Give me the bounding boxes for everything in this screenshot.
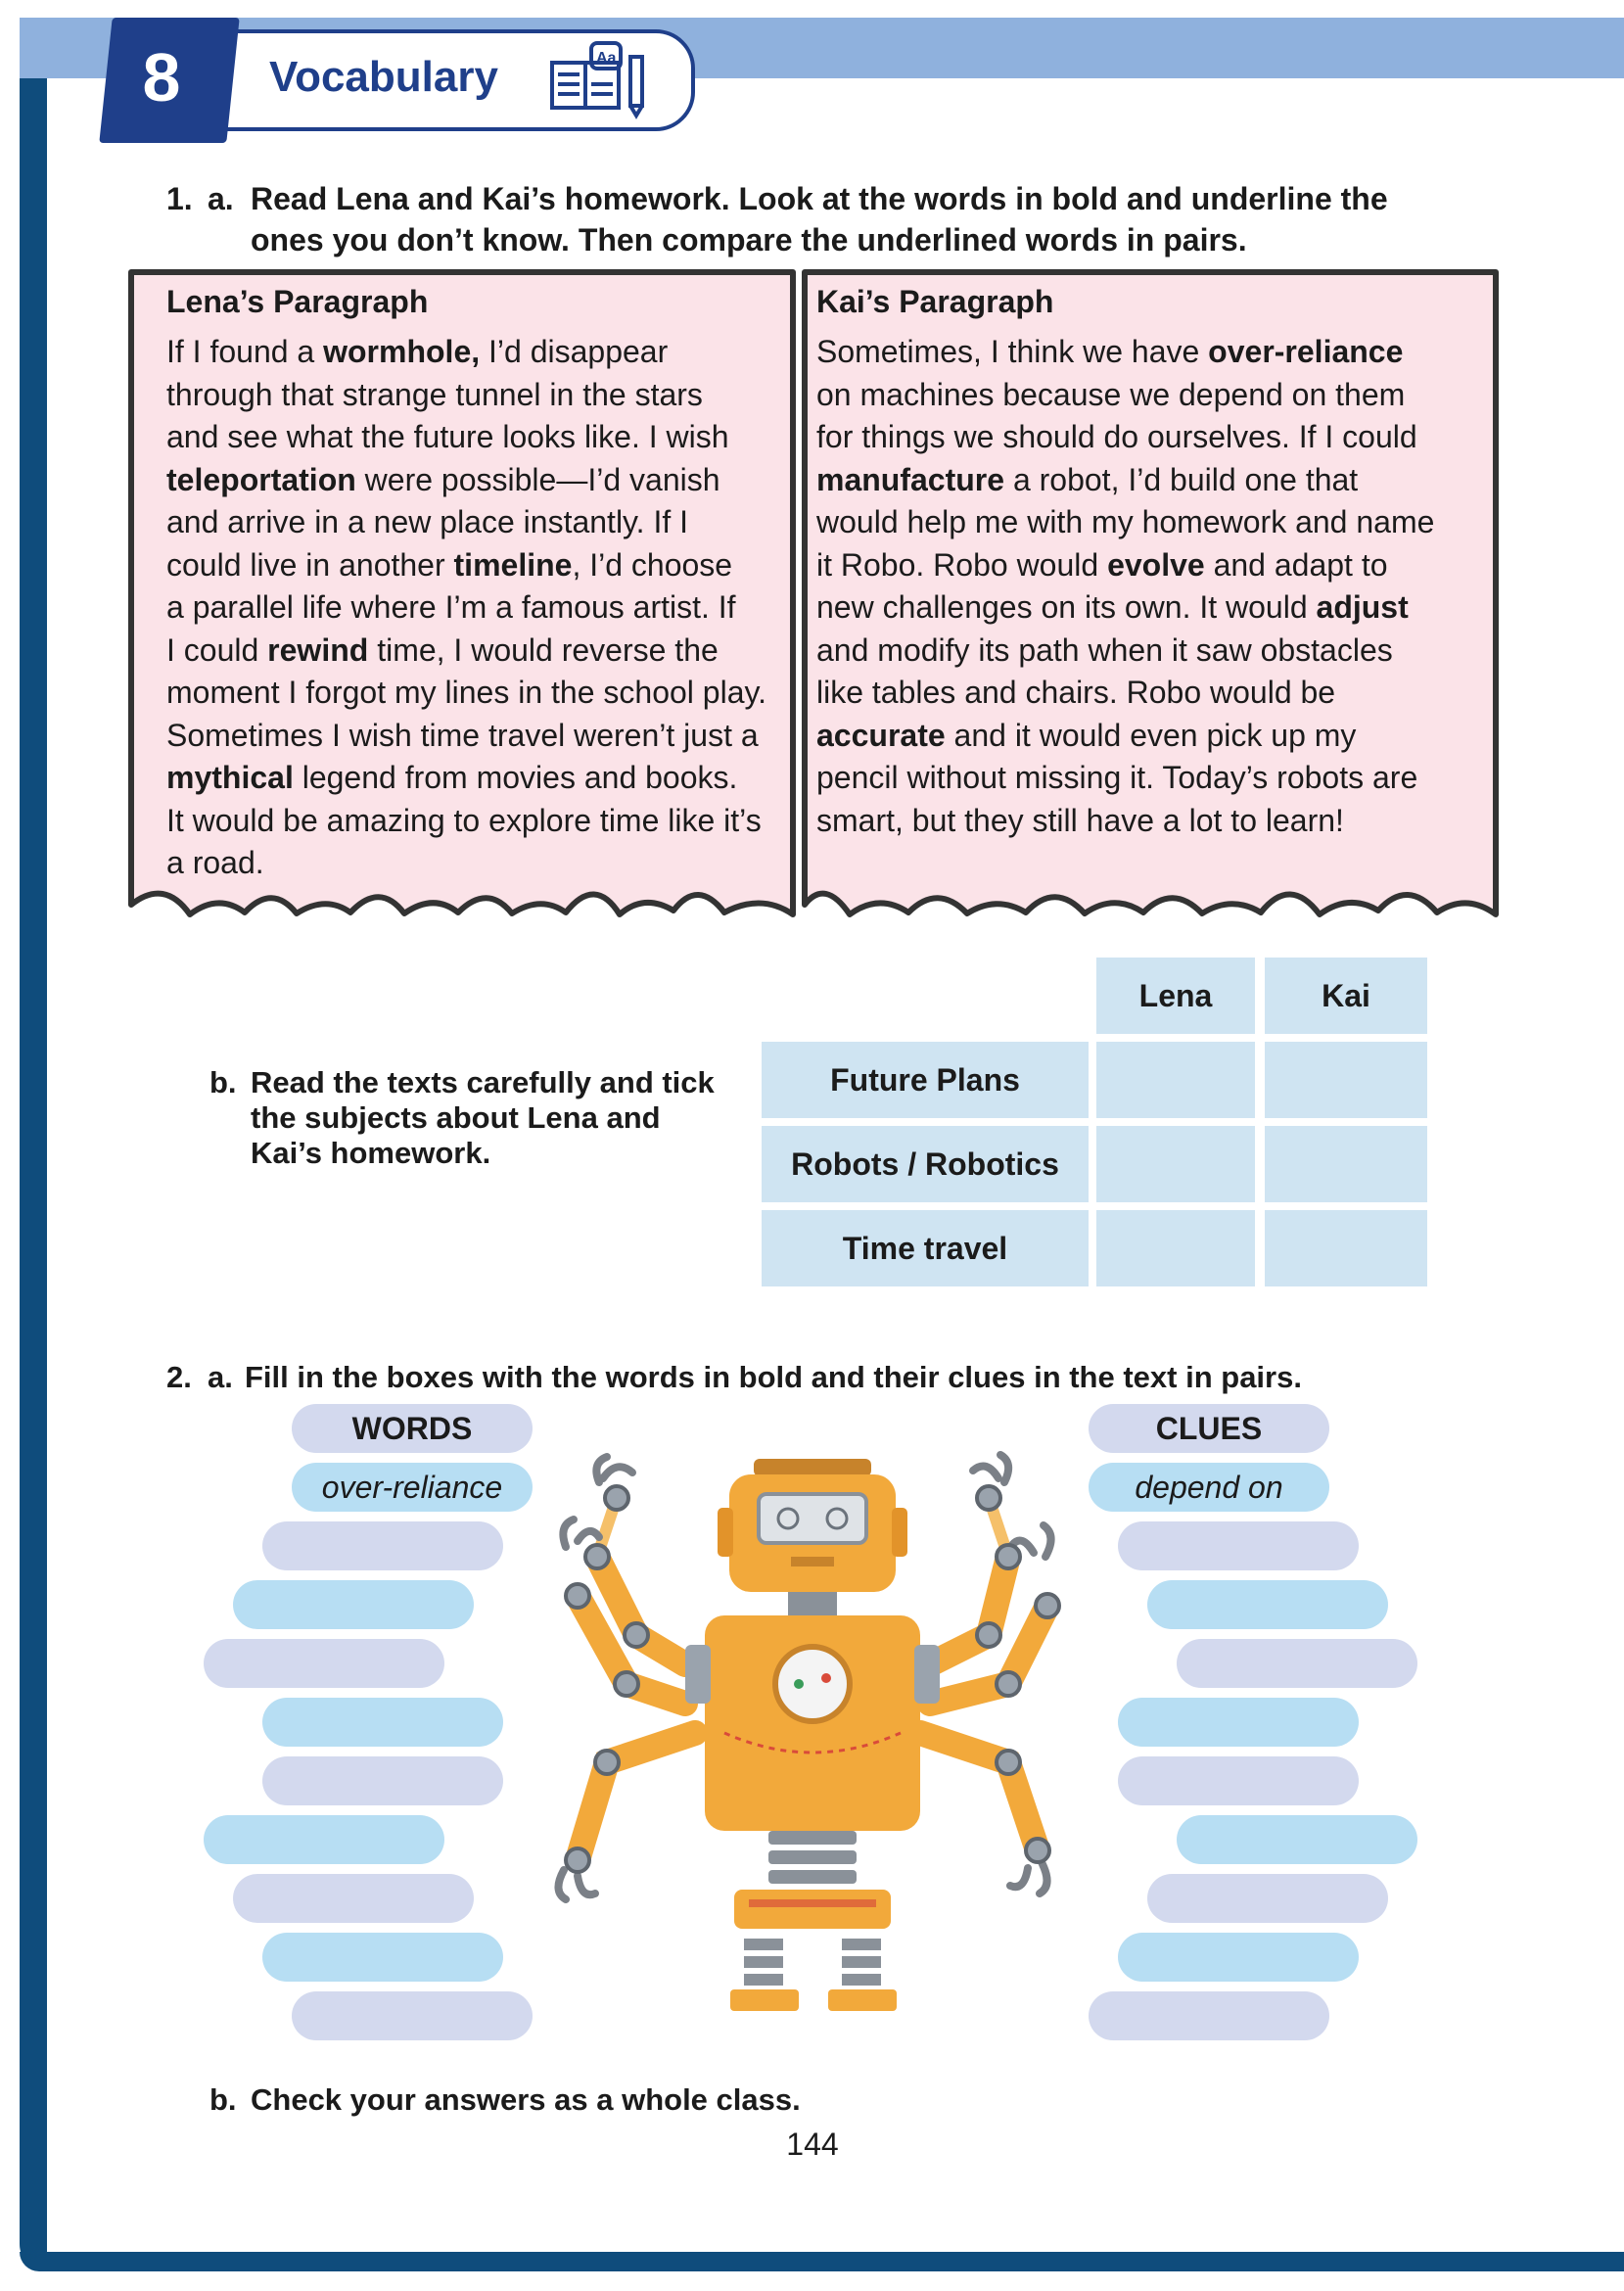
paragraph-line bbox=[166, 586, 793, 630]
paragraph-line bbox=[816, 672, 1492, 715]
exercise2a-instruction: Fill in the boxes with the words in bold and their clues in the text in pairs. bbox=[245, 1360, 1302, 1394]
paragraph-text: time, I would reverse the bbox=[368, 631, 719, 668]
paragraph-line bbox=[166, 544, 793, 587]
bold-vocabulary-word: timeline bbox=[453, 546, 573, 583]
table-row-label: Time travel bbox=[762, 1210, 1089, 1286]
clue-box[interactable] bbox=[1118, 1756, 1359, 1805]
exercise1b-line2: the subjects about Lena and bbox=[251, 1100, 661, 1135]
word-box[interactable] bbox=[262, 1756, 503, 1805]
clues-header-pill: CLUES bbox=[1089, 1404, 1329, 1453]
bold-vocabulary-word: wormhole, bbox=[323, 334, 481, 369]
paragraph-line bbox=[816, 715, 1492, 758]
clue-box[interactable] bbox=[1118, 1698, 1359, 1747]
bold-vocabulary-word: mythical bbox=[166, 760, 294, 795]
paragraph-line bbox=[166, 757, 793, 800]
paragraph-line bbox=[166, 800, 793, 843]
paragraph-text: If I found a bbox=[166, 334, 324, 369]
clue-box[interactable] bbox=[1118, 1933, 1359, 1982]
bold-vocabulary-word: manufacture bbox=[816, 461, 1005, 497]
paragraph-text: legend from movies and books. bbox=[293, 760, 738, 795]
exercise1a-line1: Read Lena and Kai’s homework. Look at the words in bold and underline the bbox=[251, 181, 1388, 216]
word-box[interactable] bbox=[262, 1521, 503, 1570]
paragraph-line bbox=[166, 715, 793, 758]
paragraph-line bbox=[816, 757, 1492, 800]
paragraph-text: Sometimes, I think we have bbox=[816, 334, 1209, 369]
word-box[interactable] bbox=[204, 1815, 444, 1864]
lena-paragraph-title: Lena’s Paragraph bbox=[166, 284, 429, 319]
paragraph-line bbox=[816, 459, 1492, 502]
paragraph-line bbox=[166, 672, 793, 715]
bold-vocabulary-word: evolve bbox=[1107, 546, 1205, 583]
unit-number: 8 bbox=[142, 39, 181, 116]
table-header-lena: Lena bbox=[1096, 958, 1255, 1034]
paragraph-text: were possible—I’d vanish bbox=[355, 461, 720, 497]
paragraph-text: smart, but they still have a lot to learn! bbox=[816, 802, 1344, 838]
paragraph-text: and see what the future looks like. I wish bbox=[166, 419, 729, 454]
paragraph-line bbox=[816, 501, 1492, 544]
word-box-example: over-reliance bbox=[292, 1463, 533, 1512]
paragraph-line bbox=[816, 800, 1492, 843]
exercise2a-letter: a. bbox=[208, 1360, 233, 1394]
kai-paragraph-title: Kai’s Paragraph bbox=[816, 284, 1054, 319]
clue-box[interactable] bbox=[1089, 1991, 1329, 2040]
exercise1b-line3: Kai’s homework. bbox=[251, 1136, 491, 1170]
paragraph-text: through that strange tunnel in the stars bbox=[166, 376, 703, 412]
paragraph-text: and adapt to bbox=[1204, 546, 1388, 583]
robot-illustration bbox=[538, 1439, 1087, 2017]
exercise1b-letter: b. bbox=[209, 1065, 237, 1099]
paragraph-text: and modify its path when it saw obstacles bbox=[816, 631, 1393, 668]
paragraph-line bbox=[816, 416, 1492, 459]
paragraph-line bbox=[816, 630, 1492, 673]
lena-paragraph bbox=[166, 331, 793, 885]
tick-box-lena-time-travel[interactable] bbox=[1096, 1210, 1255, 1286]
clue-box[interactable] bbox=[1177, 1815, 1417, 1864]
paragraph-line bbox=[166, 842, 793, 885]
bold-vocabulary-word: accurate bbox=[816, 717, 946, 753]
clue-box[interactable] bbox=[1177, 1639, 1417, 1688]
clue-box[interactable] bbox=[1147, 1580, 1388, 1629]
paragraph-line bbox=[816, 331, 1492, 374]
kai-paragraph bbox=[816, 331, 1492, 842]
paragraph-text: a road. bbox=[166, 845, 264, 880]
paragraph-line bbox=[816, 544, 1492, 587]
paragraph-text: and it would even pick up my bbox=[945, 717, 1357, 753]
clue-box-example: depend on bbox=[1089, 1463, 1329, 1512]
word-box[interactable] bbox=[262, 1698, 503, 1747]
table-row-label: Robots / Robotics bbox=[762, 1126, 1089, 1202]
paragraph-text: new challenges on its own. It would bbox=[816, 589, 1317, 625]
bold-vocabulary-word: adjust bbox=[1316, 589, 1409, 625]
word-box[interactable] bbox=[233, 1580, 474, 1629]
bold-vocabulary-word: rewind bbox=[267, 631, 369, 668]
paragraph-line bbox=[816, 374, 1492, 417]
tick-box-lena-robotics[interactable] bbox=[1096, 1126, 1255, 1202]
clue-box[interactable] bbox=[1147, 1874, 1388, 1923]
paragraph-text: for things we should do ourselves. If I could bbox=[816, 419, 1417, 454]
paragraph-text: on machines because we depend on them bbox=[816, 376, 1406, 412]
paragraph-line bbox=[166, 331, 793, 374]
section-title: Vocabulary bbox=[269, 53, 498, 101]
tick-box-kai-time-travel[interactable] bbox=[1265, 1210, 1427, 1286]
paragraph-line bbox=[816, 586, 1492, 630]
paragraph-text: it Robo. Robo would bbox=[816, 546, 1108, 583]
paragraph-text: like tables and chairs. Robo would be bbox=[816, 675, 1336, 710]
book-pencil-icon bbox=[548, 39, 656, 119]
tick-box-kai-future-plans[interactable] bbox=[1265, 1042, 1427, 1118]
table-header-kai: Kai bbox=[1265, 958, 1427, 1034]
exercise2-number: 2. bbox=[166, 1360, 192, 1394]
bold-vocabulary-word: over-reliance bbox=[1208, 334, 1404, 369]
page-number: 144 bbox=[786, 2127, 839, 2162]
paragraph-text: , I’d choose bbox=[572, 546, 733, 583]
paragraph-line bbox=[166, 374, 793, 417]
clue-box[interactable] bbox=[1118, 1521, 1359, 1570]
paragraph-text: and arrive in a new place instantly. If I bbox=[166, 504, 689, 539]
tick-box-lena-future-plans[interactable] bbox=[1096, 1042, 1255, 1118]
paragraph-text: a parallel life where I’m a famous artist. If bbox=[166, 589, 736, 625]
paragraph-text: Sometimes I wish time travel weren’t just a bbox=[166, 717, 759, 753]
paragraph-line bbox=[166, 459, 793, 502]
paragraph-text: moment I forgot my lines in the school play. bbox=[166, 675, 767, 710]
paragraph-text: pencil without missing it. Today’s robots are bbox=[816, 760, 1418, 795]
paragraph-text: It would be amazing to explore time like it’s bbox=[166, 802, 762, 838]
word-box[interactable] bbox=[262, 1933, 503, 1982]
bold-vocabulary-word: teleportation bbox=[166, 461, 356, 497]
paragraph-text: a robot, I’d build one that bbox=[1004, 461, 1359, 497]
exercise2b-instruction: Check your answers as a whole class. bbox=[251, 2082, 801, 2117]
page-left-border bbox=[20, 59, 47, 2271]
tick-box-kai-robotics[interactable] bbox=[1265, 1126, 1427, 1202]
paragraph-text: would help me with my homework and name bbox=[816, 504, 1435, 539]
paragraph-text: could live in another bbox=[166, 546, 454, 583]
exercise1b-line1: Read the texts carefully and tick bbox=[251, 1065, 715, 1099]
paragraph-text: I could bbox=[166, 631, 268, 668]
paragraph-line bbox=[166, 630, 793, 673]
exercise1a-line2: ones you don’t know. Then compare the underlined words in pairs. bbox=[251, 222, 1247, 257]
word-box[interactable] bbox=[233, 1874, 474, 1923]
paragraph-line bbox=[166, 501, 793, 544]
word-box[interactable] bbox=[204, 1639, 444, 1688]
table-row-label: Future Plans bbox=[762, 1042, 1089, 1118]
svg-text:Aa: Aa bbox=[596, 50, 617, 67]
exercise2b-letter: b. bbox=[209, 2082, 237, 2117]
paragraph-line bbox=[166, 416, 793, 459]
paragraph-text: I’d disappear bbox=[480, 334, 669, 369]
word-box[interactable] bbox=[292, 1991, 533, 2040]
exercise1-number: 1. bbox=[166, 181, 193, 216]
page-bottom-border bbox=[20, 2252, 1624, 2271]
words-header-pill: WORDS bbox=[292, 1404, 533, 1453]
exercise1a-letter: a. bbox=[208, 181, 234, 216]
